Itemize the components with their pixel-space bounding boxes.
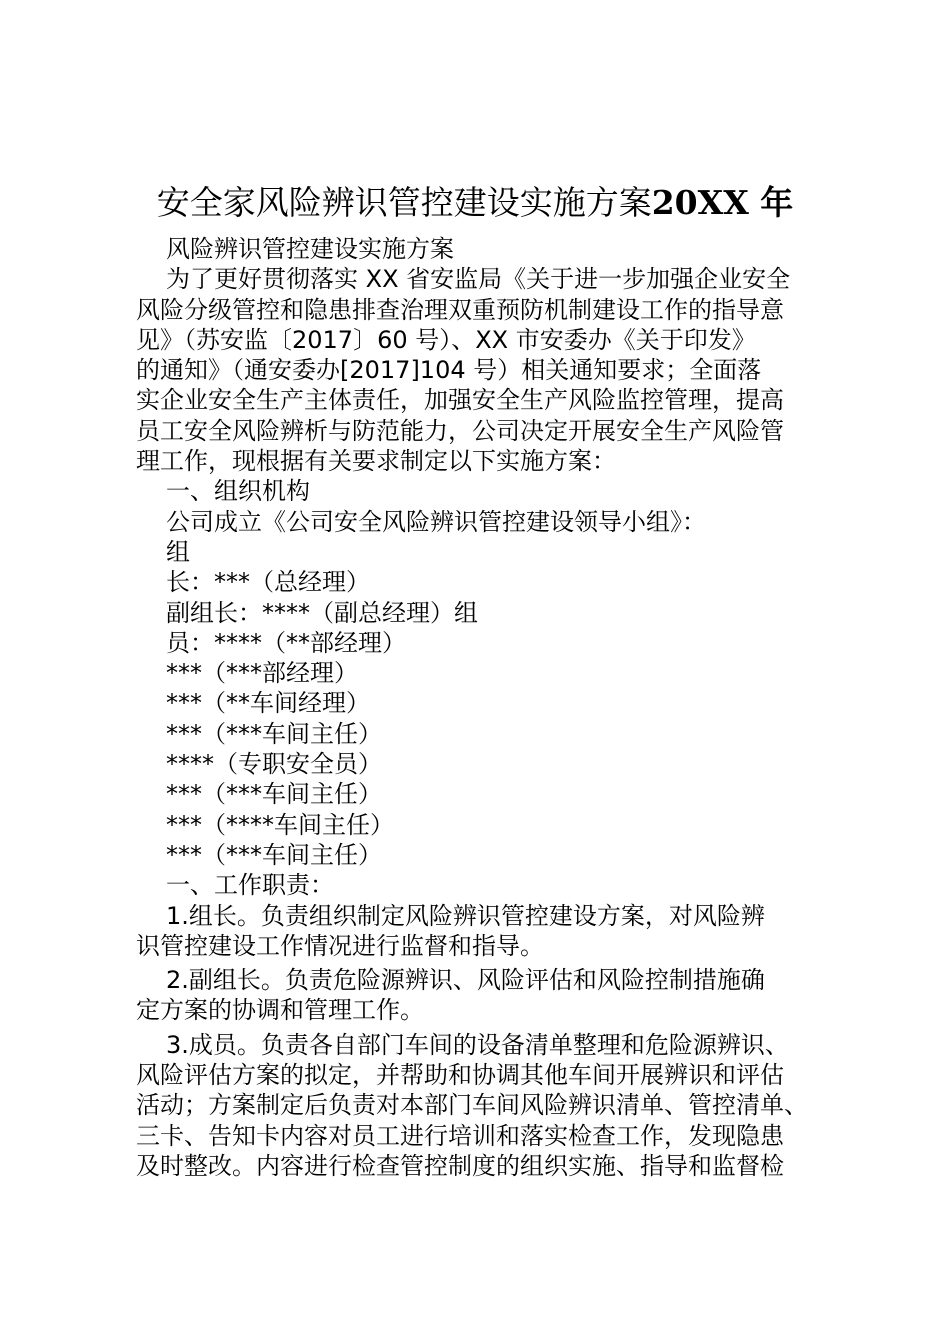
member-line: ***（***车间主任） — [166, 719, 382, 748]
member-line: ***（***车间主任） — [166, 780, 382, 809]
member-line: 组 — [166, 537, 190, 566]
paragraph-line: 理工作，现根据有关要求制定以下实施方案： — [136, 447, 616, 476]
paragraph-line: 定方案的协调和管理工作。 — [136, 996, 424, 1025]
member-line: 长：***（总经理） — [166, 568, 370, 597]
paragraph-line: 实企业安全生产主体责任，加强安全生产风险监控管理，提高 — [136, 386, 784, 415]
paragraph-line: 及时整改。内容进行检查管控制度的组织实施、指导和监督检 — [136, 1151, 784, 1180]
member-line: ***（***车间主任） — [166, 840, 382, 869]
member-line: ***（***部经理） — [166, 659, 358, 688]
paragraph-line: 员工安全风险辨析与防范能力，公司决定开展安全生产风险管 — [136, 416, 784, 445]
paragraph-line: 3.成员。负责各自部门车间的设备清单整理和危险源辨识、 — [166, 1030, 789, 1059]
section-heading: 一、工作职责： — [166, 871, 334, 900]
section-heading: 一、组织机构 — [166, 477, 310, 506]
member-line: 副组长：****（副总经理）组 — [166, 598, 478, 627]
paragraph-line: 三卡、告知卡内容对员工进行培训和落实检查工作，发现隐患 — [136, 1121, 784, 1150]
paragraph-line: 风险分级管控和隐患排查治理双重预防机制建设工作的指导意 — [136, 295, 784, 324]
paragraph-line: 识管控建设工作情况进行监督和指导。 — [136, 931, 544, 960]
document-title — [0, 181, 950, 225]
member-line: ***（****车间主任） — [166, 810, 394, 839]
paragraph-line: 1.组长。负责组织制定风险辨识管控建设方案，对风险辨 — [166, 901, 765, 930]
paragraph-line: 活动；方案制定后负责对本部门车间风险辨识清单、管控清单、 — [136, 1091, 808, 1120]
member-line: ****（专职安全员） — [166, 750, 382, 779]
document-body — [136, 234, 836, 1181]
paragraph-line: 见》（苏安监〔2017〕60 号）、XX 市安委办《关于印发》 — [136, 325, 756, 354]
title-year: 20XX 年 — [651, 183, 794, 222]
paragraph-line: 为了更好贯彻落实 XX 省安监局《关于进一步加强企业安全 — [166, 265, 791, 294]
paragraph-line: 2.副组长。负责危险源辨识、风险评估和风险控制措施确 — [166, 966, 765, 995]
member-line: 员：****（**部经理） — [166, 628, 406, 657]
paragraph-line: 风险评估方案的拟定，并帮助和协调其他车间开展辨识和评估 — [136, 1061, 784, 1090]
paragraph-line: 的通知》（通安委办[2017]104 号）相关通知要求；全面落 — [136, 356, 762, 385]
member-line: ***（**车间经理） — [166, 689, 370, 718]
title-main: 安全家风险辨识管控建设实施方案 — [156, 183, 652, 222]
subtitle: 风险辨识管控建设实施方案 — [166, 235, 454, 263]
paragraph-line: 公司成立《公司安全风险辨识管控建设领导小组》： — [166, 507, 706, 536]
